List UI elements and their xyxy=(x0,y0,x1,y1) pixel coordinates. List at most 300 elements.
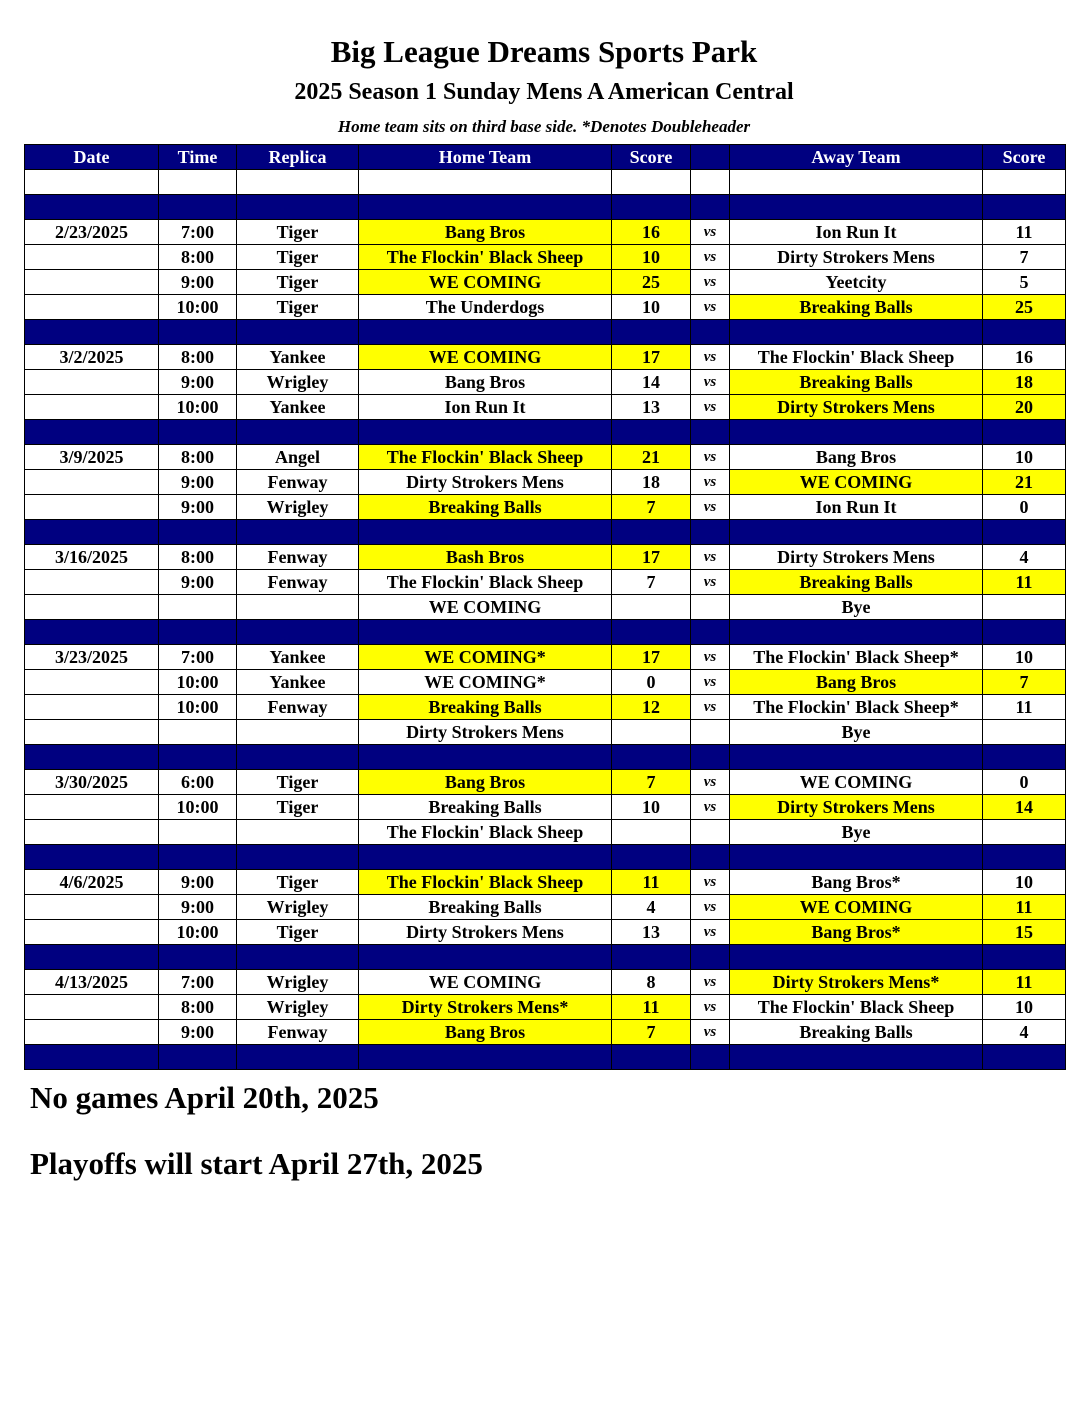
away-team-cell: Ion Run It xyxy=(730,220,983,245)
time-cell: 10:00 xyxy=(159,395,237,420)
away-team-cell: Dirty Strokers Mens xyxy=(730,395,983,420)
away-score-cell xyxy=(983,320,1066,345)
home-team-cell xyxy=(359,745,612,770)
home-score-cell: 0 xyxy=(612,670,691,695)
home-score-cell: 17 xyxy=(612,545,691,570)
home-score-cell: 4 xyxy=(612,895,691,920)
home-team-cell: WE COMING* xyxy=(359,670,612,695)
time-cell: 10:00 xyxy=(159,695,237,720)
away-score-cell: 18 xyxy=(983,370,1066,395)
separator-row xyxy=(25,1045,1066,1070)
time-cell xyxy=(159,745,237,770)
date-cell xyxy=(25,995,159,1020)
replica-cell xyxy=(237,620,359,645)
away-team-cell: Breaking Balls xyxy=(730,570,983,595)
away-team-cell: Dirty Strokers Mens xyxy=(730,795,983,820)
game-row xyxy=(25,395,1066,420)
home-score-cell: 10 xyxy=(612,795,691,820)
replica-cell xyxy=(237,420,359,445)
away-team-cell: The Flockin' Black Sheep xyxy=(730,345,983,370)
col-vs xyxy=(691,145,730,170)
col-away-score: Score xyxy=(983,145,1066,170)
vs-cell: vs xyxy=(691,795,730,820)
date-cell xyxy=(25,745,159,770)
replica-cell xyxy=(237,1045,359,1070)
home-team-cell xyxy=(359,195,612,220)
time-cell: 10:00 xyxy=(159,795,237,820)
home-team-cell: The Flockin' Black Sheep xyxy=(359,570,612,595)
away-score-cell: 15 xyxy=(983,920,1066,945)
col-date: Date xyxy=(25,145,159,170)
home-team-cell: The Flockin' Black Sheep xyxy=(359,870,612,895)
away-team-cell: Breaking Balls xyxy=(730,1020,983,1045)
vs-cell xyxy=(691,320,730,345)
date-cell xyxy=(25,920,159,945)
away-team-cell: Bye xyxy=(730,820,983,845)
away-team-cell: WE COMING xyxy=(730,770,983,795)
home-score-cell: 25 xyxy=(612,270,691,295)
away-team-cell xyxy=(730,620,983,645)
time-cell xyxy=(159,195,237,220)
separator-row xyxy=(25,320,1066,345)
away-score-cell: 21 xyxy=(983,470,1066,495)
away-score-cell: 10 xyxy=(983,445,1066,470)
replica-cell xyxy=(237,320,359,345)
date-cell xyxy=(25,595,159,620)
home-score-cell: 17 xyxy=(612,345,691,370)
home-score-cell: 16 xyxy=(612,220,691,245)
col-away-team: Away Team xyxy=(730,145,983,170)
date-cell xyxy=(25,320,159,345)
away-score-cell: 10 xyxy=(983,995,1066,1020)
replica-cell: Wrigley xyxy=(237,970,359,995)
date-cell xyxy=(25,495,159,520)
vs-cell xyxy=(691,620,730,645)
home-score-cell: 7 xyxy=(612,570,691,595)
date-cell xyxy=(25,420,159,445)
replica-cell: Tiger xyxy=(237,220,359,245)
away-team-cell: Bang Bros* xyxy=(730,920,983,945)
vs-cell: vs xyxy=(691,970,730,995)
home-team-cell xyxy=(359,420,612,445)
home-score-cell: 7 xyxy=(612,770,691,795)
date-cell: 4/13/2025 xyxy=(25,970,159,995)
vs-cell xyxy=(691,170,730,195)
replica-cell: Fenway xyxy=(237,545,359,570)
date-cell xyxy=(25,695,159,720)
time-cell xyxy=(159,595,237,620)
time-cell: 9:00 xyxy=(159,1020,237,1045)
away-team-cell xyxy=(730,320,983,345)
away-score-cell xyxy=(983,520,1066,545)
time-cell: 8:00 xyxy=(159,545,237,570)
time-cell: 9:00 xyxy=(159,470,237,495)
away-team-cell xyxy=(730,520,983,545)
home-team-cell: The Flockin' Black Sheep xyxy=(359,445,612,470)
time-cell xyxy=(159,720,237,745)
away-score-cell: 25 xyxy=(983,295,1066,320)
no-games-notice: No games April 20th, 2025 xyxy=(30,1080,379,1115)
home-score-cell xyxy=(612,320,691,345)
away-team-cell: Bang Bros xyxy=(730,670,983,695)
away-score-cell: 11 xyxy=(983,220,1066,245)
game-row xyxy=(25,495,1066,520)
schedule-note: Home team sits on third base side. *Denotes Doubleheader xyxy=(337,117,751,136)
home-team-cell: The Flockin' Black Sheep xyxy=(359,820,612,845)
away-score-cell xyxy=(983,595,1066,620)
replica-cell xyxy=(237,170,359,195)
away-score-cell xyxy=(983,845,1066,870)
replica-cell xyxy=(237,195,359,220)
replica-cell: Tiger xyxy=(237,795,359,820)
replica-cell: Fenway xyxy=(237,695,359,720)
replica-cell xyxy=(237,520,359,545)
home-score-cell: 11 xyxy=(612,870,691,895)
replica-cell: Angel xyxy=(237,445,359,470)
home-team-cell: WE COMING xyxy=(359,270,612,295)
time-cell xyxy=(159,170,237,195)
home-team-cell xyxy=(359,620,612,645)
away-score-cell xyxy=(983,745,1066,770)
vs-cell: vs xyxy=(691,1020,730,1045)
game-row xyxy=(25,270,1066,295)
home-team-cell: WE COMING* xyxy=(359,645,612,670)
home-score-cell: 12 xyxy=(612,695,691,720)
vs-cell: vs xyxy=(691,270,730,295)
replica-cell: Yankee xyxy=(237,670,359,695)
game-row xyxy=(25,470,1066,495)
replica-cell: Yankee xyxy=(237,345,359,370)
date-cell xyxy=(25,295,159,320)
home-score-cell: 11 xyxy=(612,995,691,1020)
game-row xyxy=(25,570,1066,595)
home-score-cell: 7 xyxy=(612,495,691,520)
home-team-cell: Breaking Balls xyxy=(359,895,612,920)
vs-cell xyxy=(691,945,730,970)
away-team-cell: Ion Run It xyxy=(730,495,983,520)
home-score-cell xyxy=(612,420,691,445)
game-row xyxy=(25,795,1066,820)
date-cell: 2/23/2025 xyxy=(25,220,159,245)
home-team-cell: Breaking Balls xyxy=(359,695,612,720)
home-score-cell xyxy=(612,595,691,620)
time-cell: 10:00 xyxy=(159,670,237,695)
replica-cell: Fenway xyxy=(237,1020,359,1045)
vs-cell: vs xyxy=(691,370,730,395)
away-team-cell: Breaking Balls xyxy=(730,370,983,395)
home-score-cell: 13 xyxy=(612,920,691,945)
replica-cell: Tiger xyxy=(237,245,359,270)
separator-row xyxy=(25,945,1066,970)
separator-row xyxy=(25,520,1066,545)
time-cell: 9:00 xyxy=(159,370,237,395)
vs-cell: vs xyxy=(691,470,730,495)
away-team-cell: Breaking Balls xyxy=(730,295,983,320)
vs-cell: vs xyxy=(691,245,730,270)
replica-cell xyxy=(237,820,359,845)
time-cell xyxy=(159,1045,237,1070)
home-score-cell xyxy=(612,745,691,770)
date-cell: 3/2/2025 xyxy=(25,345,159,370)
replica-cell: Wrigley xyxy=(237,370,359,395)
away-team-cell: Bye xyxy=(730,595,983,620)
home-team-cell xyxy=(359,520,612,545)
vs-cell: vs xyxy=(691,445,730,470)
time-cell xyxy=(159,845,237,870)
blank-row xyxy=(25,170,1066,195)
away-score-cell: 5 xyxy=(983,270,1066,295)
away-score-cell: 4 xyxy=(983,1020,1066,1045)
away-team-cell xyxy=(730,170,983,195)
vs-cell: vs xyxy=(691,495,730,520)
vs-cell xyxy=(691,420,730,445)
date-cell xyxy=(25,195,159,220)
away-team-cell: Bang Bros* xyxy=(730,870,983,895)
game-row xyxy=(25,670,1066,695)
time-cell: 7:00 xyxy=(159,645,237,670)
time-cell xyxy=(159,620,237,645)
game-row xyxy=(25,445,1066,470)
away-score-cell: 16 xyxy=(983,345,1066,370)
away-team-cell: The Flockin' Black Sheep xyxy=(730,995,983,1020)
separator-row xyxy=(25,745,1066,770)
home-team-cell: Breaking Balls xyxy=(359,795,612,820)
home-team-cell xyxy=(359,845,612,870)
away-score-cell: 10 xyxy=(983,870,1066,895)
separator-row xyxy=(25,845,1066,870)
home-team-cell: Dirty Strokers Mens xyxy=(359,470,612,495)
away-team-cell: Bang Bros xyxy=(730,445,983,470)
schedule-table xyxy=(24,144,1066,1070)
home-score-cell: 7 xyxy=(612,1020,691,1045)
home-score-cell: 17 xyxy=(612,645,691,670)
replica-cell: Yankee xyxy=(237,645,359,670)
time-cell: 9:00 xyxy=(159,895,237,920)
replica-cell xyxy=(237,720,359,745)
home-team-cell: Bash Bros xyxy=(359,545,612,570)
home-team-cell: Dirty Strokers Mens xyxy=(359,920,612,945)
game-row xyxy=(25,370,1066,395)
replica-cell xyxy=(237,745,359,770)
away-team-cell xyxy=(730,945,983,970)
home-team-cell xyxy=(359,170,612,195)
home-score-cell xyxy=(612,945,691,970)
vs-cell: vs xyxy=(691,695,730,720)
away-score-cell: 20 xyxy=(983,395,1066,420)
home-team-cell: Dirty Strokers Mens xyxy=(359,720,612,745)
away-team-cell: Dirty Strokers Mens xyxy=(730,545,983,570)
time-cell: 8:00 xyxy=(159,245,237,270)
replica-cell: Tiger xyxy=(237,270,359,295)
vs-cell xyxy=(691,1045,730,1070)
home-score-cell xyxy=(612,195,691,220)
game-row xyxy=(25,545,1066,570)
date-cell xyxy=(25,945,159,970)
home-team-cell: Bang Bros xyxy=(359,370,612,395)
home-score-cell: 14 xyxy=(612,370,691,395)
away-team-cell: Dirty Strokers Mens* xyxy=(730,970,983,995)
away-score-cell: 10 xyxy=(983,645,1066,670)
date-cell xyxy=(25,170,159,195)
replica-cell xyxy=(237,595,359,620)
date-cell xyxy=(25,470,159,495)
game-row xyxy=(25,895,1066,920)
time-cell: 7:00 xyxy=(159,970,237,995)
vs-cell: vs xyxy=(691,670,730,695)
home-score-cell xyxy=(612,620,691,645)
away-score-cell: 7 xyxy=(983,245,1066,270)
vs-cell: vs xyxy=(691,395,730,420)
away-score-cell xyxy=(983,720,1066,745)
home-score-cell xyxy=(612,170,691,195)
replica-cell: Wrigley xyxy=(237,995,359,1020)
time-cell: 6:00 xyxy=(159,770,237,795)
time-cell xyxy=(159,820,237,845)
home-team-cell: WE COMING xyxy=(359,345,612,370)
game-row xyxy=(25,345,1066,370)
home-score-cell: 21 xyxy=(612,445,691,470)
vs-cell xyxy=(691,195,730,220)
away-score-cell xyxy=(983,945,1066,970)
vs-cell: vs xyxy=(691,570,730,595)
page-subtitle: 2025 Season 1 Sunday Mens A American Central xyxy=(294,79,794,105)
home-score-cell: 13 xyxy=(612,395,691,420)
date-cell xyxy=(25,520,159,545)
separator-row xyxy=(25,195,1066,220)
home-team-cell: Ion Run It xyxy=(359,395,612,420)
date-cell xyxy=(25,895,159,920)
away-team-cell xyxy=(730,845,983,870)
date-cell: 3/9/2025 xyxy=(25,445,159,470)
vs-cell: vs xyxy=(691,895,730,920)
time-cell: 9:00 xyxy=(159,270,237,295)
home-score-cell xyxy=(612,720,691,745)
time-cell: 10:00 xyxy=(159,295,237,320)
vs-cell xyxy=(691,845,730,870)
vs-cell xyxy=(691,720,730,745)
header-row xyxy=(25,145,1066,170)
home-team-cell: WE COMING xyxy=(359,595,612,620)
away-team-cell: The Flockin' Black Sheep* xyxy=(730,695,983,720)
game-row xyxy=(25,995,1066,1020)
date-cell xyxy=(25,670,159,695)
away-team-cell: Dirty Strokers Mens xyxy=(730,245,983,270)
date-cell xyxy=(25,795,159,820)
replica-cell xyxy=(237,845,359,870)
date-cell xyxy=(25,570,159,595)
game-row xyxy=(25,920,1066,945)
home-team-cell: Breaking Balls xyxy=(359,495,612,520)
away-team-cell: The Flockin' Black Sheep* xyxy=(730,645,983,670)
away-score-cell: 4 xyxy=(983,545,1066,570)
home-team-cell: Bang Bros xyxy=(359,1020,612,1045)
separator-row xyxy=(25,420,1066,445)
schedule-body xyxy=(25,170,1066,1070)
home-team-cell: Bang Bros xyxy=(359,770,612,795)
time-cell: 8:00 xyxy=(159,445,237,470)
away-score-cell: 0 xyxy=(983,495,1066,520)
game-row xyxy=(25,870,1066,895)
home-team-cell xyxy=(359,1045,612,1070)
vs-cell xyxy=(691,745,730,770)
date-cell xyxy=(25,370,159,395)
replica-cell: Tiger xyxy=(237,295,359,320)
away-score-cell xyxy=(983,620,1066,645)
away-score-cell xyxy=(983,1045,1066,1070)
game-row xyxy=(25,695,1066,720)
date-cell xyxy=(25,245,159,270)
game-row xyxy=(25,220,1066,245)
playoffs-notice: Playoffs will start April 27th, 2025 xyxy=(30,1146,483,1181)
time-cell: 9:00 xyxy=(159,870,237,895)
game-row xyxy=(25,295,1066,320)
home-score-cell: 10 xyxy=(612,295,691,320)
replica-cell: Wrigley xyxy=(237,895,359,920)
vs-cell: vs xyxy=(691,345,730,370)
replica-cell: Fenway xyxy=(237,570,359,595)
home-score-cell xyxy=(612,820,691,845)
away-team-cell xyxy=(730,745,983,770)
time-cell: 8:00 xyxy=(159,345,237,370)
home-score-cell: 8 xyxy=(612,970,691,995)
time-cell: 8:00 xyxy=(159,995,237,1020)
away-score-cell xyxy=(983,170,1066,195)
replica-cell: Tiger xyxy=(237,770,359,795)
vs-cell xyxy=(691,520,730,545)
vs-cell: vs xyxy=(691,920,730,945)
date-cell: 3/16/2025 xyxy=(25,545,159,570)
home-score-cell xyxy=(612,520,691,545)
game-row xyxy=(25,245,1066,270)
away-team-cell: Bye xyxy=(730,720,983,745)
time-cell xyxy=(159,520,237,545)
vs-cell: vs xyxy=(691,870,730,895)
away-score-cell: 11 xyxy=(983,695,1066,720)
replica-cell xyxy=(237,945,359,970)
home-score-cell xyxy=(612,1045,691,1070)
game-row xyxy=(25,595,1066,620)
page-title: Big League Dreams Sports Park xyxy=(330,34,758,69)
date-cell xyxy=(25,620,159,645)
vs-cell: vs xyxy=(691,295,730,320)
away-score-cell: 14 xyxy=(983,795,1066,820)
date-cell xyxy=(25,270,159,295)
vs-cell: vs xyxy=(691,770,730,795)
home-team-cell: The Flockin' Black Sheep xyxy=(359,245,612,270)
date-cell: 3/23/2025 xyxy=(25,645,159,670)
away-team-cell: WE COMING xyxy=(730,470,983,495)
time-cell xyxy=(159,320,237,345)
home-team-cell xyxy=(359,945,612,970)
home-score-cell: 18 xyxy=(612,470,691,495)
away-score-cell xyxy=(983,820,1066,845)
date-cell xyxy=(25,1045,159,1070)
date-cell: 4/6/2025 xyxy=(25,870,159,895)
replica-cell: Wrigley xyxy=(237,495,359,520)
col-time: Time xyxy=(159,145,237,170)
away-team-cell: Yeetcity xyxy=(730,270,983,295)
home-team-cell: WE COMING xyxy=(359,970,612,995)
date-cell xyxy=(25,720,159,745)
away-team-cell xyxy=(730,195,983,220)
vs-cell xyxy=(691,595,730,620)
game-row xyxy=(25,720,1066,745)
col-home-team: Home Team xyxy=(359,145,612,170)
away-score-cell: 11 xyxy=(983,970,1066,995)
game-row xyxy=(25,645,1066,670)
vs-cell xyxy=(691,820,730,845)
game-row xyxy=(25,1020,1066,1045)
